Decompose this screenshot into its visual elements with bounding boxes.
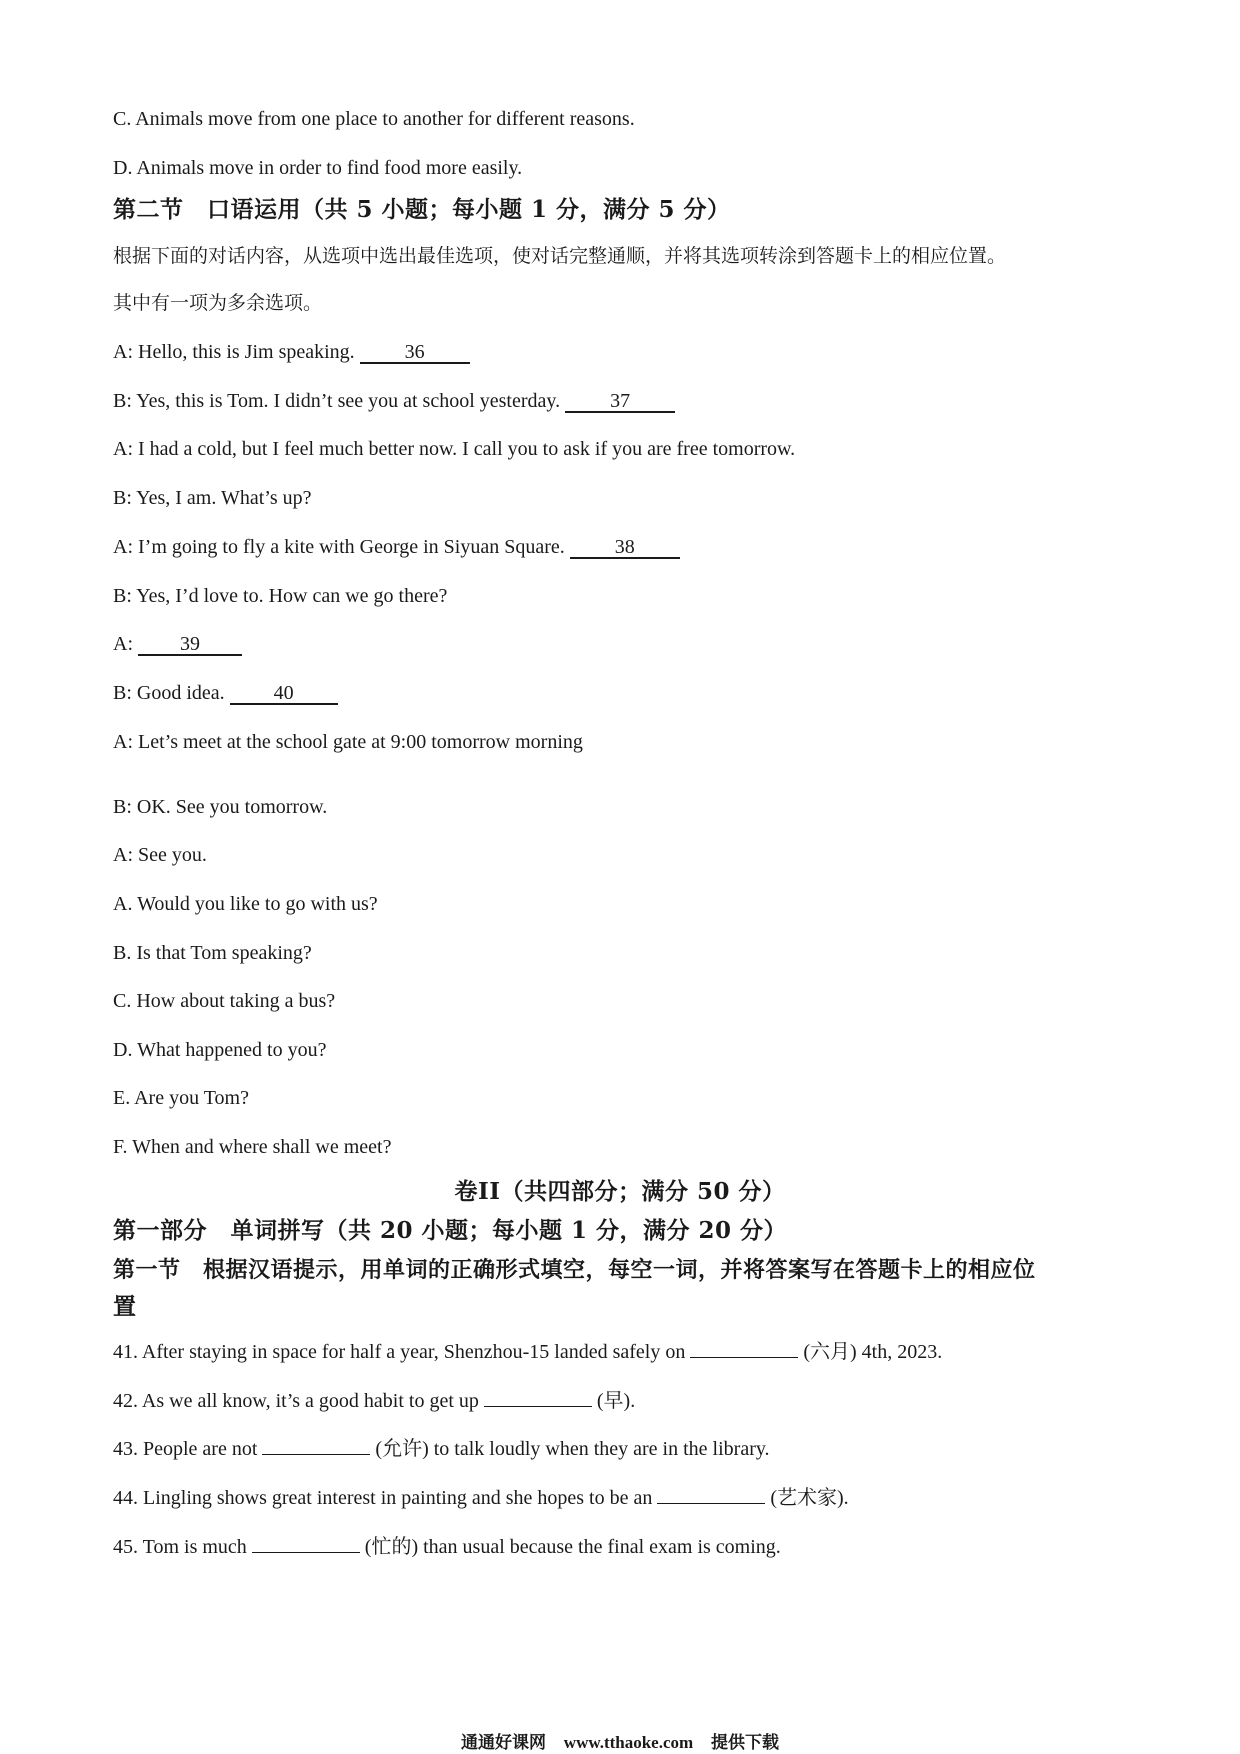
footer-url[interactable]: www.tthaoke.com — [563, 1733, 694, 1752]
dialogue-line: B: Yes, I’d love to. How can we go there? — [113, 585, 448, 607]
option-c-prev: C. Animals move from one place to another for different reasons. — [113, 108, 635, 130]
choice-b: B. Is that Tom speaking? — [113, 942, 312, 964]
answer-blank[interactable]: 39 — [138, 634, 242, 656]
choice-c: C. How about taking a bus? — [113, 990, 336, 1012]
answer-blank[interactable]: 38 — [570, 537, 680, 559]
section-heading: 第一节 根据汉语提示，用单词的正确形式填空，每空一词，并将答案写在答题卡上的相应位 — [113, 1257, 1036, 1283]
dialogue-line: B: Good idea. 40 — [113, 681, 338, 705]
dialogue-line: A: 39 — [113, 632, 242, 656]
answer-blank[interactable] — [657, 1503, 765, 1504]
spelling-question: 43. People are not (允许) to talk loudly when they are in the library. — [113, 1438, 770, 1460]
answer-blank[interactable]: 40 — [230, 683, 338, 705]
instruction-text: 根据下面的对话内容，从选项中选出最佳选项，使对话完整通顺，并将其选项转涂到答题卡上的相应位置。 — [113, 245, 1007, 267]
dialogue-line: A: I had a cold, but I feel much better now. I call you to ask if you are free tomorrow. — [113, 438, 796, 460]
dialogue-line: A: Let’s meet at the school gate at 9:00 tomorrow morning — [113, 731, 583, 753]
dialogue-line: B: Yes, I am. What’s up? — [113, 487, 312, 509]
spelling-question: 41. After staying in space for half a year, Shenzhou-15 landed safely on (六月) 4th, 2023. — [113, 1341, 943, 1363]
footer-site-name: 通通好课网 — [461, 1733, 547, 1753]
answer-blank[interactable] — [484, 1406, 592, 1407]
dialogue-line: A: Hello, this is Jim speaking. 36 — [113, 340, 470, 364]
choice-f: F. When and where shall we meet? — [113, 1136, 392, 1158]
dialogue-line: B: OK. See you tomorrow. — [113, 796, 328, 818]
answer-blank[interactable]: 36 — [360, 342, 470, 364]
paper-title: 卷II（共四部分；满分 50 分） — [454, 1178, 786, 1205]
part-heading: 第一部分 单词拼写（共 20 小题；每小题 1 分，满分 20 分） — [113, 1217, 788, 1244]
dialogue-line: A: See you. — [113, 844, 207, 866]
choice-e: E. Are you Tom? — [113, 1087, 249, 1109]
dialogue-line: B: Yes, this is Tom. I didn’t see you at school yesterday. 37 — [113, 389, 675, 413]
answer-blank[interactable] — [262, 1454, 370, 1455]
spelling-question: 45. Tom is much (忙的) than usual because the final exam is coming. — [113, 1536, 781, 1558]
choice-d: D. What happened to you? — [113, 1039, 327, 1061]
option-d-prev: D. Animals move in order to find food more easily. — [113, 157, 523, 179]
answer-blank[interactable]: 37 — [565, 391, 675, 413]
page-footer — [0, 1728, 1240, 1753]
footer-note: 提供下载 — [710, 1733, 779, 1753]
section-heading: 置 — [113, 1293, 137, 1320]
answer-blank[interactable] — [252, 1552, 360, 1553]
spelling-question: 42. As we all know, it’s a good habit to get up (早). — [113, 1390, 636, 1412]
section-heading: 第二节 口语运用（共 5 小题；每小题 1 分，满分 5 分） — [113, 196, 731, 223]
instruction-text: 其中有一项为多余选项。 — [113, 292, 323, 314]
dialogue-line: A: I’m going to fly a kite with George in Siyuan Square. 38 — [113, 535, 680, 559]
answer-blank[interactable] — [690, 1357, 798, 1358]
spelling-question: 44. Lingling shows great interest in painting and she hopes to be an (艺术家). — [113, 1487, 849, 1509]
choice-a: A. Would you like to go with us? — [113, 893, 378, 915]
